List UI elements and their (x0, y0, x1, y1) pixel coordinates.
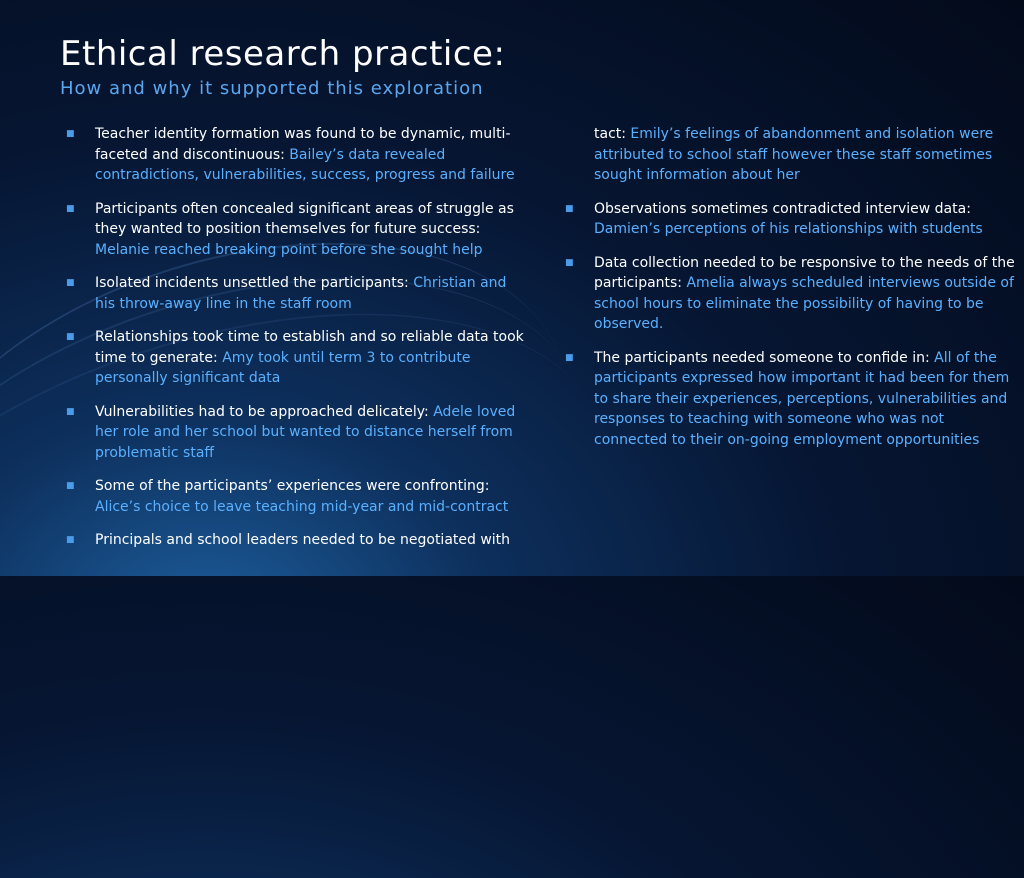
bullet-text: Isolated incidents unsettled the participants: (95, 275, 414, 291)
bullet-highlight: Amelia always scheduled interviews outside of school hours to eliminate the possibility of having to be observed. (594, 275, 1014, 332)
bullet-highlight: All of the participants expressed how important it had been for them to share their experiences, perceptions, vulnerabilities and responses to teaching with someone who was not connected to their on-going employment opportunities (594, 349, 1010, 448)
bullet-item (563, 199, 1018, 240)
bullet-highlight: Christian and his throw-away line in the staff room (95, 275, 507, 312)
bullet-item (64, 199, 524, 261)
slide-subtitle: How and why it supported this exploration (60, 78, 484, 99)
bullet-highlight: Melanie reached breaking point before she sought help (95, 241, 483, 258)
bullet-text: Teacher identity formation was found to be dynamic, multi-faceted and discontinuous: (95, 126, 511, 163)
bullet-icon: ■ (66, 332, 75, 342)
bullet-icon: ■ (565, 257, 574, 268)
bullet-text: Relationships took time to establish and so reliable data took time to generate: (95, 329, 524, 366)
bullet-icon: ■ (66, 129, 75, 139)
bullet-item (64, 327, 524, 389)
bullet-text: Vulnerabilities had to be approached delicately: (95, 403, 434, 420)
bullet-text: Participants often concealed significant areas of struggle as they wanted to position themselves for future success: (95, 200, 514, 237)
bullet-highlight: Alice’s choice to leave teaching mid-year and mid-contract (95, 498, 509, 515)
bullet-highlight: Emily’s feelings of abandonment and isolation were attributed to school staff however these staff sometimes sought information about her (594, 126, 994, 183)
bullet-item (64, 273, 524, 314)
bullet-icon: ■ (66, 406, 75, 417)
bullet-text: The participants needed someone to confide in: (594, 349, 935, 366)
bullet-text: Observations sometimes contradicted interview data: (594, 200, 971, 217)
bullet-highlight: Amy took until term 3 to contribute personally significant data (95, 349, 471, 386)
bullet-highlight: Adele loved her role and her school but wanted to distance herself from problematic staff (95, 403, 516, 461)
slide-title: Ethical research practice: (60, 34, 506, 74)
bullet-highlight: Damien’s perceptions of his relationships with students (594, 221, 983, 237)
bullet-item (64, 530, 524, 551)
bullet-text: tact: (594, 126, 631, 142)
bullet-text: Some of the participants’ experiences were confronting: (95, 478, 490, 494)
bullet-text: Data collection needed to be responsive to the needs of the participants: (594, 254, 1015, 291)
bullet-item (563, 253, 1018, 335)
bullet-icon: ■ (66, 203, 75, 214)
bullet-item-continued (563, 124, 1018, 186)
bullet-text: Principals and school leaders needed to be negotiated with (95, 532, 511, 548)
bullet-item (64, 402, 524, 464)
right-column (563, 124, 1018, 463)
bullet-icon: ■ (66, 278, 75, 288)
bullet-item (64, 476, 524, 517)
bullet-highlight: Bailey’s data revealed contradictions, vulnerabilities, success, progress and failure (95, 146, 515, 183)
bullet-icon: ■ (565, 352, 574, 363)
bullet-icon: ■ (565, 203, 574, 214)
bullet-item (64, 124, 524, 186)
left-column (64, 124, 524, 564)
bullet-icon: ■ (66, 535, 75, 545)
bullet-item (563, 348, 1018, 451)
bullet-icon: ■ (66, 481, 75, 491)
